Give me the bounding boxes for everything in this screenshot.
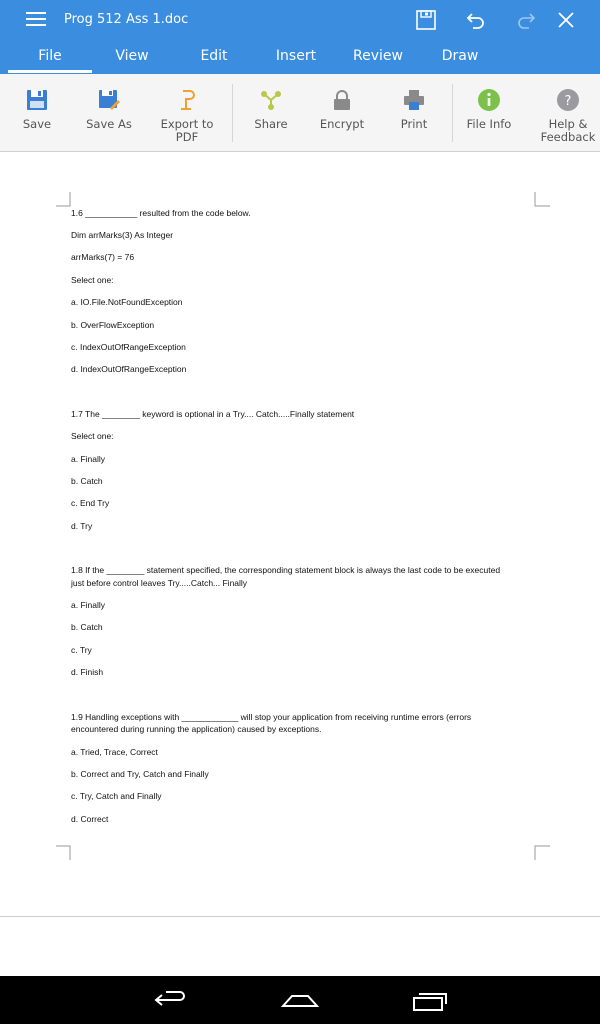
ribbon-divider [452,84,453,142]
document-title: Prog 512 Ass 1.doc [64,12,189,27]
tab-review[interactable]: Review [353,48,403,64]
title-bar [0,0,600,40]
page-corner-mark [56,844,72,860]
close-icon[interactable] [554,8,578,32]
undo-icon[interactable] [464,8,488,32]
export-pdf-icon [175,88,199,112]
export-pdf-label: Export to PDF [160,117,214,144]
hamburger-menu-icon[interactable] [26,12,46,28]
share-label: Share [254,117,288,131]
recent-apps-icon[interactable] [410,986,450,1014]
ribbon-divider [232,84,233,142]
save-icon[interactable] [414,8,438,32]
save-label: Save [22,117,52,131]
answer-option: d. Correct [71,814,109,824]
answer-option: c. End Try [71,498,110,508]
file-info-label: File Info [466,117,512,131]
answer-option: b. Catch [71,476,103,486]
active-tab-indicator [8,70,92,73]
printer-icon [402,88,426,112]
encrypt-button[interactable] [310,74,374,152]
redo-icon[interactable] [514,8,538,32]
question-line: Select one: [71,431,114,441]
help-feedback-button[interactable] [536,74,600,152]
question-line: encountered during running the application) caused by exceptions. [71,724,322,734]
save-icon [25,88,49,112]
answer-option: d. Try [71,521,93,531]
tab-insert[interactable]: Insert [275,48,317,64]
answer-option: c. Try, Catch and Finally [71,791,162,801]
question-line: arrMarks(7) = 76 [71,252,135,262]
save-button[interactable] [8,74,66,152]
help-icon [556,88,580,112]
save-as-label: Save As [86,117,132,131]
android-nav-bar [0,976,600,1024]
question-line: 1.9 Handling exceptions with ____________ will stop your application from receiving runtime errors (errors [71,712,472,722]
page-break [0,916,600,917]
answer-option: c. Try [71,645,92,655]
question-line: 1.7 The ________ keyword is optional in a Try.... Catch.....Finally statement [71,409,355,419]
answer-option: a. IO.File.NotFoundException [71,297,183,307]
document-view[interactable] [0,152,600,976]
question-line: 1.8 If the ________ statement specified, the corresponding statement block is always the last code to be executed [71,565,501,575]
page-corner-mark [56,192,72,208]
answer-option: b. Correct and Try, Catch and Finally [71,769,209,779]
page-corner-mark [534,844,550,860]
answer-option: a. Finally [71,454,106,464]
home-icon[interactable] [280,986,320,1014]
answer-option: b. OverFlowException [71,320,155,330]
back-icon[interactable] [150,986,190,1014]
file-info-button[interactable] [460,74,518,152]
share-button[interactable] [240,74,302,152]
print-label: Print [400,117,428,131]
lock-icon [330,88,354,112]
export-pdf-button[interactable] [152,74,222,152]
share-icon [259,88,283,112]
page-corner-mark [534,192,550,208]
print-button[interactable] [384,74,444,152]
question-line: Select one: [71,275,114,285]
answer-option: c. IndexOutOfRangeException [71,342,186,352]
question-line: Dim arrMarks(3) As Integer [71,230,174,240]
answer-option: a. Tried, Trace, Correct [71,747,158,757]
save-as-icon [97,88,121,112]
save-as-button[interactable] [78,74,140,152]
tab-view[interactable]: View [115,48,149,64]
tab-edit[interactable]: Edit [200,48,228,64]
answer-option: d. Finish [71,667,104,677]
svg-text:?: ? [564,94,572,109]
answer-option: d. IndexOutOfRangeException [71,364,187,374]
help-feedback-label: Help & Feedback [540,117,596,144]
file-ribbon [0,74,600,152]
question-line: just before control leaves Try.....Catch... Finally [71,578,248,588]
question-line: 1.6 ___________ resulted from the code below. [71,208,251,218]
answer-option: b. Catch [71,622,103,632]
tab-draw[interactable]: Draw [441,48,479,64]
app-header [0,0,600,74]
info-icon [477,88,501,112]
tab-file[interactable]: File [38,48,62,64]
answer-option: a. Finally [71,600,106,610]
encrypt-label: Encrypt [319,117,365,131]
